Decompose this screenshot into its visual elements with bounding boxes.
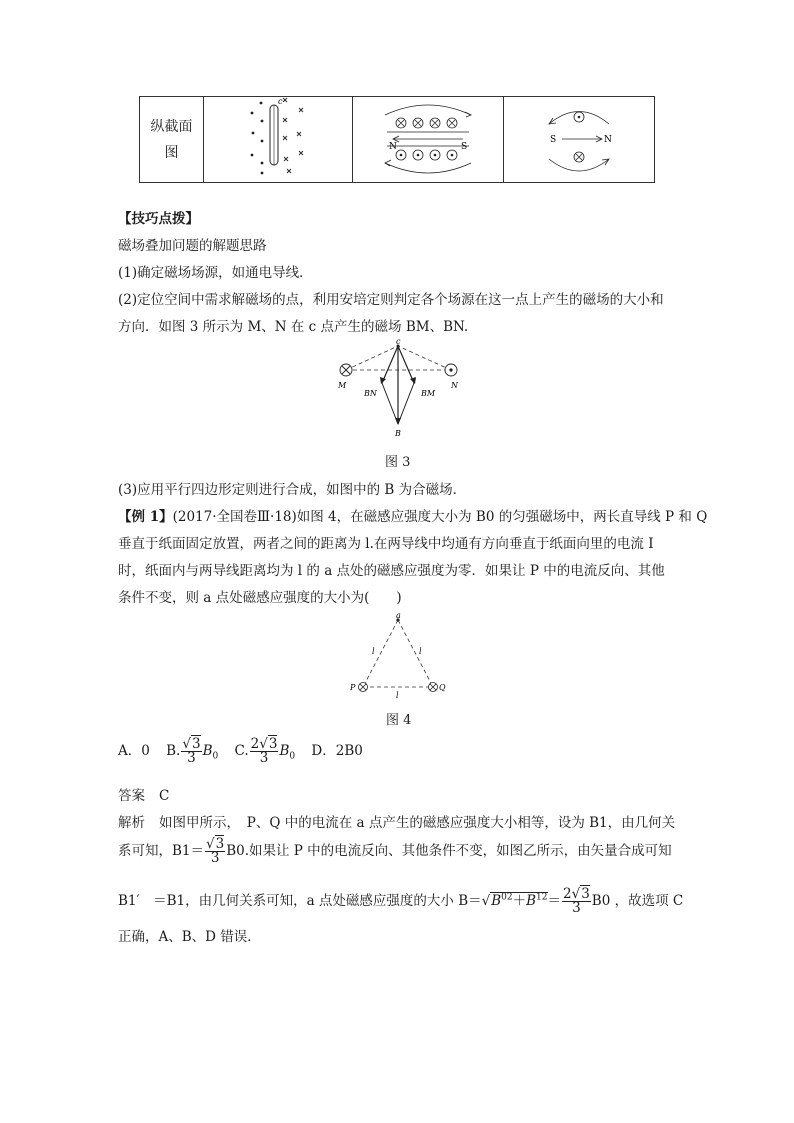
analysis-sqrt-expression: $√B^{02}+B^{12}$ [481, 892, 548, 909]
figure-4-caption: 图 4 [386, 713, 412, 728]
analysis-line3-c: B0 ，故选项 C [591, 893, 684, 909]
answer-line [118, 784, 169, 804]
analysis-line3-b: ＝ [547, 893, 561, 909]
analysis-line3-a: B1′ ＝B1，由几何关系可知，a 点处磁感应强度的大小 B＝ [118, 893, 482, 909]
example-tag: 【例 1】 [118, 509, 173, 525]
analysis-line1 [118, 811, 675, 831]
example-line1 [118, 505, 707, 525]
fig3-m-label: M [338, 381, 347, 390]
ring-cross-section-cell [504, 97, 655, 183]
analysis-fraction-1: $\frac{√3}{3}$ [206, 836, 225, 866]
figure-3-caption: 图 3 [385, 455, 411, 470]
fig4-l-bottom-label: l [396, 691, 399, 700]
example-line2: 垂直于纸面固定放置，两者之间的距离为 l.在两导线中均通有方向垂直于纸面向里的电流 I [118, 536, 654, 552]
figure-3 [330, 338, 465, 443]
figure-4 [345, 612, 450, 702]
options-line: A．0 B. $\frac{√3}{3}$ $B_0$ C. $\frac{2√3}{3}$ $B_0$ D．2B0 [118, 736, 363, 766]
table-label: 纵截面图 [150, 118, 193, 161]
ring-s-label: S [550, 135, 557, 145]
ring-cross-section-figure [504, 97, 654, 182]
option-a: A．0 [118, 743, 150, 759]
option-c-label: C. [234, 743, 249, 759]
ring-n-label: N [604, 135, 612, 145]
example-line1-text: (2017·全国卷Ⅲ·18)如图 4，在磁感应强度大小为 B0 的匀强磁场中，两长直导线 P 和 Q [172, 509, 708, 525]
loop-cross-section-cell [204, 97, 353, 183]
tips-subheading: 磁场叠加问题的解题思路 [118, 238, 267, 254]
fig3-bm-label: BM [421, 389, 436, 398]
solenoid-n-label: N [389, 142, 397, 152]
analysis-label: 解析 [118, 815, 145, 831]
fig3-b-label: B [395, 429, 401, 438]
tips-step3: (3)应用平行四边形定则进行合成，如图中的 B 为合磁场． [118, 482, 467, 498]
fig3-bn-label: BN [364, 389, 377, 398]
tips-step1: (1)确定磁场场源，如通电导线． [118, 265, 313, 281]
analysis-line1-text: 如图甲所示， P、Q 中的电流在 a 点产生的磁感应强度大小相等，设为 B1，由几何关 [159, 815, 676, 831]
fig4-q-label: Q [439, 683, 446, 692]
option-d: D．2B0 [311, 743, 363, 759]
example-line4: 条件不变，则 a 点处磁感应强度的大小为( ) [118, 590, 402, 606]
option-b-fraction: $\frac{√3}{3}$ [182, 736, 201, 766]
solenoid-s-label: S [461, 142, 468, 152]
field-table [139, 96, 655, 183]
fig4-l-right-label: l [419, 647, 422, 656]
solenoid-cross-section-figure [353, 97, 503, 182]
analysis-line3 [118, 888, 683, 915]
solenoid-cross-section-cell [353, 97, 504, 183]
fig3-c-label: c [396, 338, 401, 346]
example-line3: 时，纸面内与两导线距离均为 l 的 a 点处的磁感应强度为零．如果让 P 中的电流反向、其他 [118, 563, 665, 579]
fig4-l-left-label: l [372, 647, 375, 656]
loop-cross-section-figure [204, 97, 352, 182]
analysis-line2-a: 系可知，B1＝ [118, 843, 205, 859]
tips-step2-line2: 方向．如图 3 所示为 M、N 在 c 点产生的磁场 BM、BN. [118, 319, 469, 335]
tips-step2-line1: (2)定位空间中需求解磁场的点，利用安培定则判定各个场源在这一点上产生的磁场的大小和 [118, 292, 664, 308]
answer-value: C [159, 788, 170, 804]
loop-current-label: c [278, 97, 283, 106]
tips-heading: 【技巧点拨】 [118, 211, 199, 227]
option-b-label: B. [166, 743, 181, 759]
analysis-line2-b: B0.如果让 P 中的电流反向、其他条件不变，如图乙所示，由矢量合成可知 [226, 843, 672, 859]
option-c-fraction: $\frac{2√3}{3}$ [250, 736, 278, 766]
analysis-line2 [118, 838, 672, 865]
analysis-fraction-2: $\frac{2√3}{3}$ [563, 886, 590, 916]
fig4-p-label: P [350, 683, 356, 692]
table-row-label [140, 97, 204, 183]
fig3-n-label: N [451, 381, 458, 390]
answer-label: 答案 [118, 788, 145, 804]
fig4-a-label: a [396, 612, 401, 620]
analysis-line4: 正确，A、B、D 错误． [118, 929, 261, 945]
